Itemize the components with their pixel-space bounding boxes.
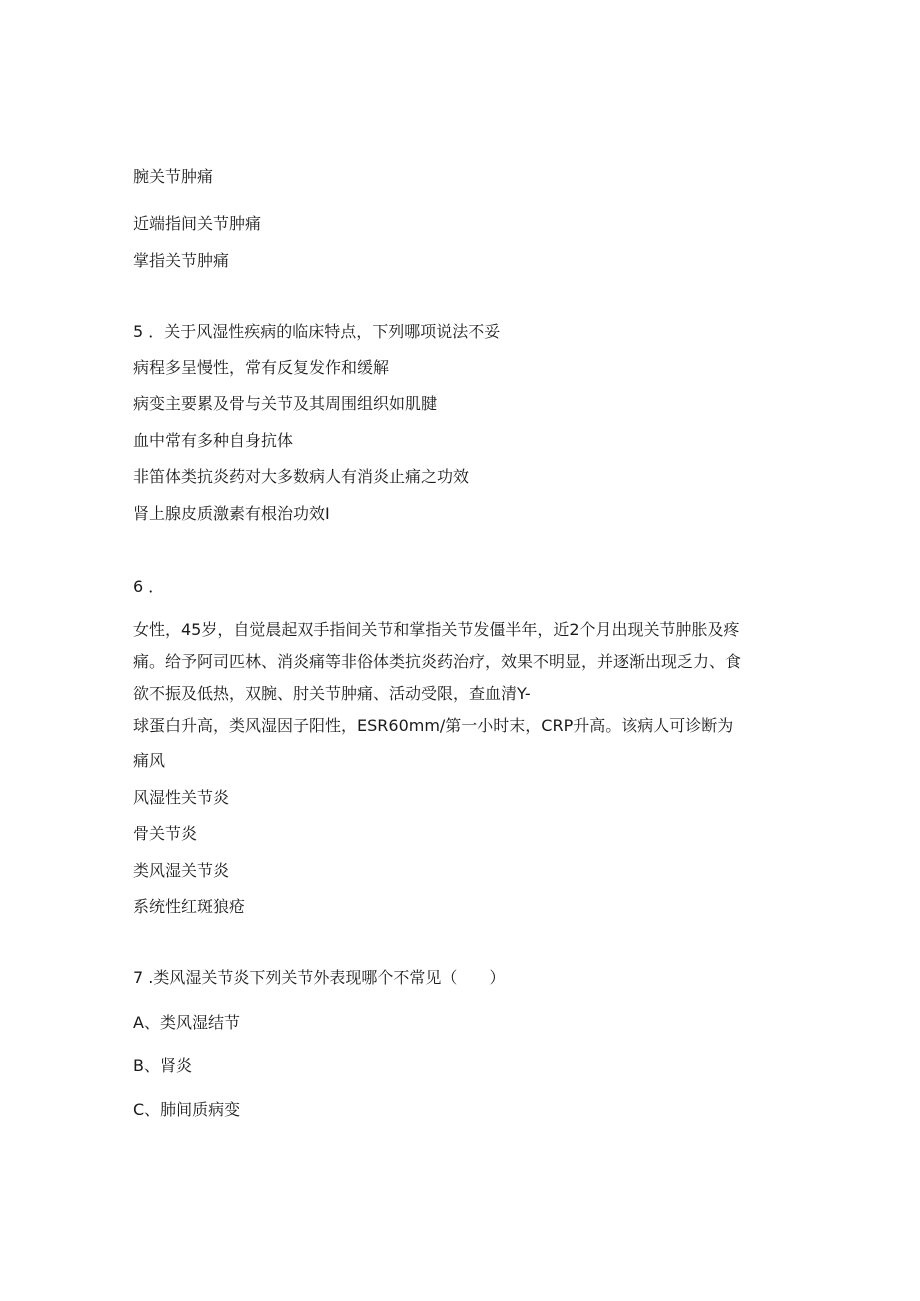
q5-option-a: 病程多呈慢性，常有反复发作和缓解 — [133, 358, 390, 377]
q7-option-c: C、肺间质病变 — [133, 1100, 241, 1119]
q6-option-a: 痛风 — [133, 751, 166, 770]
q6-stem-line-2: 痛。给予阿司匹林、消炎痛等非俗体类抗炎药治疗，效果不明显，并逐渐出现乏力、食 — [133, 652, 742, 671]
q4-option-b: 近端指间关节肿痛 — [133, 214, 262, 233]
q6-option-d: 类风湿关节炎 — [133, 861, 230, 880]
q6-heading — [133, 577, 164, 597]
q7-option-b: B、肾炎 — [133, 1056, 192, 1075]
q5-option-b: 病变主要累及骨与关节及其周围组织如肌腱 — [133, 394, 438, 413]
q6-number: 6 — [133, 577, 144, 596]
q5-text: ．关于风湿性疾病的临床特点，下列哪项说法不妥 — [148, 322, 501, 341]
q6-stem — [133, 614, 793, 742]
q6-option-c: 骨关节炎 — [133, 824, 198, 843]
q6-option-b: 风湿性关节炎 — [133, 788, 230, 807]
q6-stem-line-1: 女性，45岁，自觉晨起双手指间关节和掌指关节发僵半年，近2个月出现关节肿胀及疼 — [133, 620, 740, 639]
q5-option-e: 肾上腺皮质激素有根治功效I — [133, 504, 330, 523]
q5-option-c: 血中常有多种自身抗体 — [133, 431, 294, 450]
q4-option-c: 掌指关节肿痛 — [133, 251, 230, 270]
q6-dot: ． — [148, 577, 165, 596]
q7-stem — [133, 968, 505, 988]
q6-stem-line-4: 球蛋白升高，类风湿因子阳性，ESR60mm/第一小时末，CRP升高。该病人可诊断为 — [133, 716, 734, 735]
q7-option-a: A、类风湿结节 — [133, 1013, 240, 1032]
q5-stem — [133, 322, 500, 342]
q7-text: .类风湿关节炎下列关节外表现哪个不常见（ ） — [148, 968, 506, 987]
q6-stem-line-3: 欲不振及低热，双腕、肘关节肿痛、活动受限，查血清Y- — [133, 684, 531, 703]
q5-option-d: 非笛体类抗炎药对大多数病人有消炎止痛之功效 — [133, 467, 470, 486]
q4-option-a: 腕关节肿痛 — [133, 167, 214, 186]
q6-option-e: 系统性红斑狼疮 — [133, 897, 246, 916]
q7-number: 7 — [133, 968, 144, 987]
q5-number: 5 — [133, 322, 144, 341]
